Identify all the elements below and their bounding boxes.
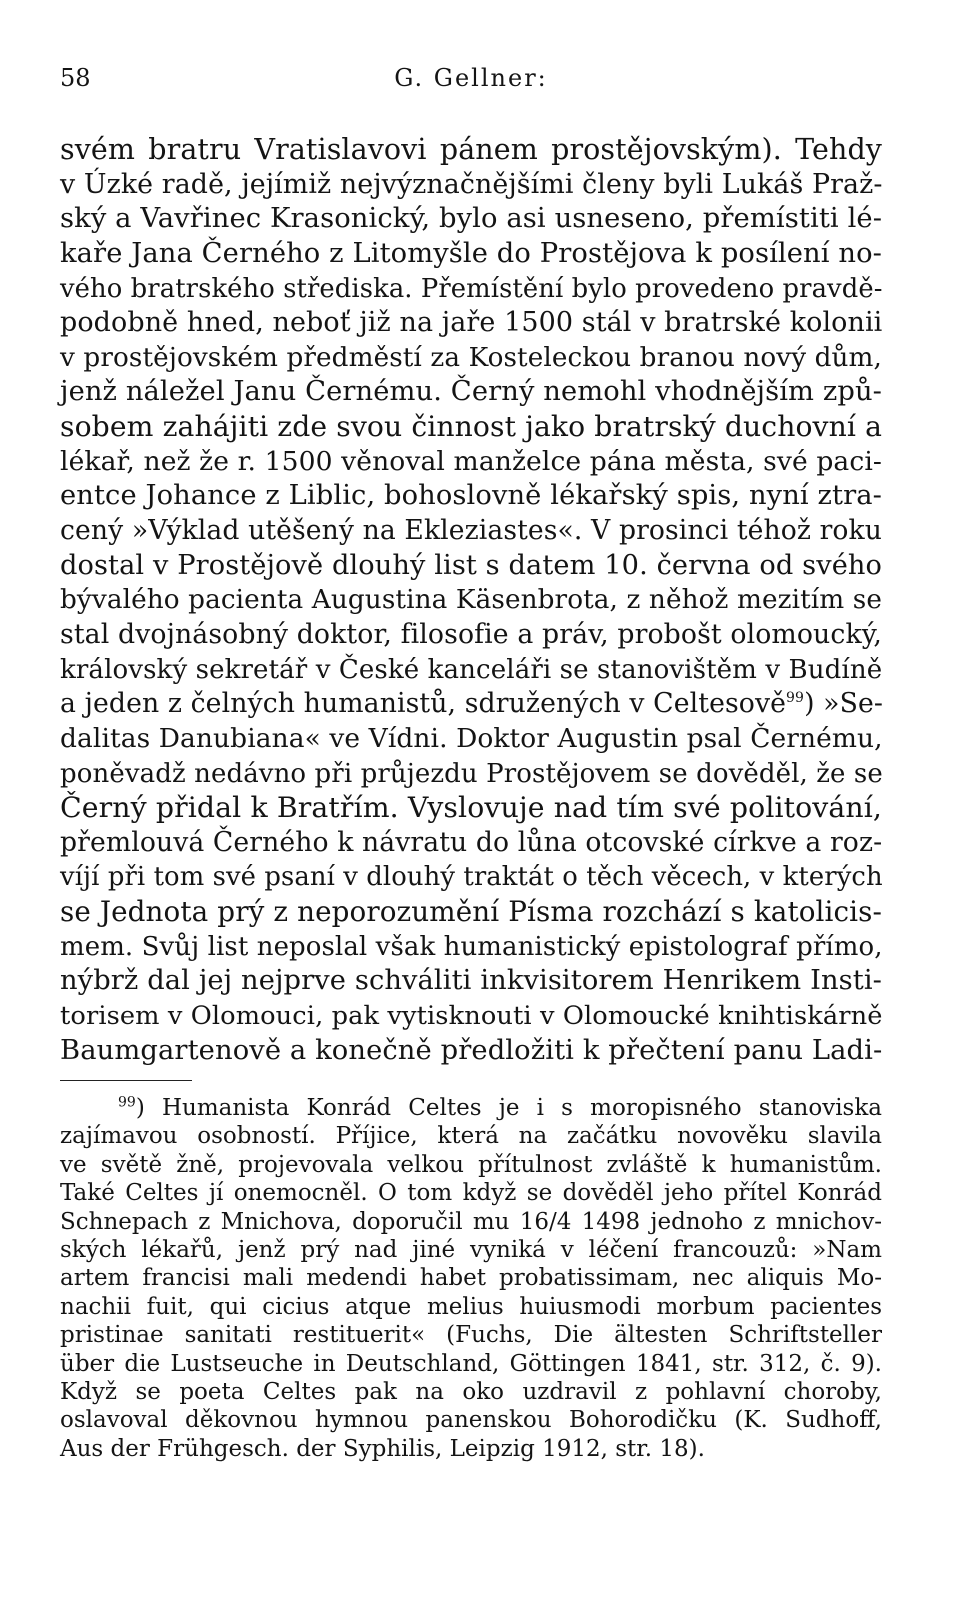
body-line-with-footnote-ref <box>60 687 882 722</box>
body-line: ský a Vavřinec Krasonický, bylo asi usneseno, přemístiti lé- <box>60 203 883 235</box>
body-line: Baumgartenově a konečně předložiti k přečtení panu Ladi- <box>60 1034 883 1066</box>
footnote <box>60 1094 882 1463</box>
body-line: cený »Výklad utěšený na Ekleziastes«. V prosinci téhož roku <box>60 515 882 547</box>
body-line: královský sekretář v České kanceláři se stanovištěm v Budíně <box>60 654 883 685</box>
body-line-text: ) »Se- <box>804 688 884 720</box>
body-line: poněvadž nedávno při průjezdu Prostějovem se dověděl, že se <box>60 758 883 789</box>
body-line: svém bratru Vratislavovi pánem prostějovským). Tehdy <box>60 133 882 166</box>
body-line: přemlouvá Černého k návratu do lůna otcovské církve a roz- <box>60 826 883 858</box>
footnote-line: nachii fuit, qui cicius atque melius huiusmodi morbum pacientes <box>60 1293 882 1320</box>
footnote-line <box>60 1094 882 1122</box>
page-header <box>60 64 882 104</box>
body-line: se Jednota prý z neporozumění Písma rozchází s katolicis- <box>60 895 882 929</box>
body-line: víjí při tom své psaní v dlouhý traktát o těch věcech, v kterých <box>60 862 883 893</box>
body-line: mem. Svůj list neposlal však humanistický epistolograf přímo, <box>60 931 883 962</box>
body-line: v Úzké radě, jejímiž nejvýznačnějšími členy byli Lukáš Praž- <box>60 168 883 200</box>
footnote-text: ) Humanista Konrád Celtes je i s moropisného stanoviska <box>135 1095 882 1121</box>
body-line: v prostějovském předměstí za Kosteleckou branou nový dům, <box>60 342 882 373</box>
footnote-line: zajímavou osobností. Příjice, která na začátku novověku slavila <box>60 1123 882 1150</box>
page-number: 58 <box>60 64 91 92</box>
running-head: G. Gellner: <box>394 64 548 92</box>
body-line: nýbrž dal jej nejprve schváliti inkvisitorem Henrikem Insti- <box>60 965 882 997</box>
body-line: jenž náležel Janu Černému. Černý nemohl vhodnějším způ- <box>60 376 882 408</box>
footnote-line: Také Celtes jí onemocněl. O tom když se dověděl jeho přítel Konrád <box>60 1180 882 1207</box>
body-line: dostal v Prostějově dlouhý list s datem 10. června od svého <box>60 549 882 581</box>
body-line: lékař, než že r. 1500 věnoval manželce pána města, své paci- <box>60 445 882 477</box>
body-line: podobně hned, neboť již na jaře 1500 stál v bratrské kolonii <box>60 307 883 339</box>
body-line-text: a jeden z čelných humanistů, sdružených v Celtesově <box>60 688 787 720</box>
footnote-divider <box>60 1080 192 1081</box>
footnote-line: ve světě žně, projevovala velkou přítulnost zvláště k humanistům. <box>60 1151 882 1178</box>
footnote-reference[interactable]: 99 <box>786 690 805 707</box>
footnote-line: Když se poeta Celtes pak na oko uzdravil z pohlavní choroby, <box>60 1378 882 1405</box>
footnote-mark: 99 <box>118 1094 136 1111</box>
body-line: vého bratrského střediska. Přemístění bylo provedeno pravdě- <box>60 273 883 304</box>
footnote-line: Aus der Frühgesch. der Syphilis, Leipzig 1912, str. 18). <box>60 1435 705 1462</box>
footnote-line: über die Lustseuche in Deutschland, Göttingen 1841, str. 312, č. 9). <box>60 1350 882 1377</box>
body-line: Černý přidal k Bratřím. Vyslovuje nad tím své politování, <box>60 791 882 825</box>
body-line: dalitas Danubiana« ve Vídni. Doktor Augustin psal Černému, <box>60 722 883 754</box>
footnote-line: Schnepach z Mnichova, doporučil mu 16/4 1498 jednoho z mnichov- <box>60 1208 882 1235</box>
body-line: torisem v Olomouci, pak vytisknouti v Olomoucké knihtiskárně <box>60 1001 883 1032</box>
footnote-line: pristinae sanitati restituerit« (Fuchs, Die ältesten Schriftsteller <box>60 1322 882 1349</box>
body-line: kaře Jana Černého z Litomyšle do Prostějova k posílení no- <box>60 237 882 269</box>
footnote-line: artem francisi mali medendi habet probatissimam, nec aliquis Mo- <box>60 1265 882 1292</box>
body-line: sobem zahájiti zde svou činnost jako bratrský duchovní a <box>60 410 882 444</box>
body-line: bývalého pacienta Augustina Käsenbrota, z něhož mezitím se <box>60 585 882 616</box>
body-line: stal dvojnásobný doktor, filosofie a práv, probošt olomoucký, <box>60 618 882 650</box>
body-text <box>60 133 882 1068</box>
footnote-line: oslavoval děkovnou hymnou panenskou Bohorodičku (K. Sudhoff, <box>60 1407 882 1434</box>
body-line: entce Johance z Liblic, bohoslovně lékařský spis, nyní ztra- <box>60 480 882 512</box>
footnote-line: ských lékařů, jenž prý nad jiné vyniká v léčení francouzů: »Nam <box>60 1236 882 1263</box>
